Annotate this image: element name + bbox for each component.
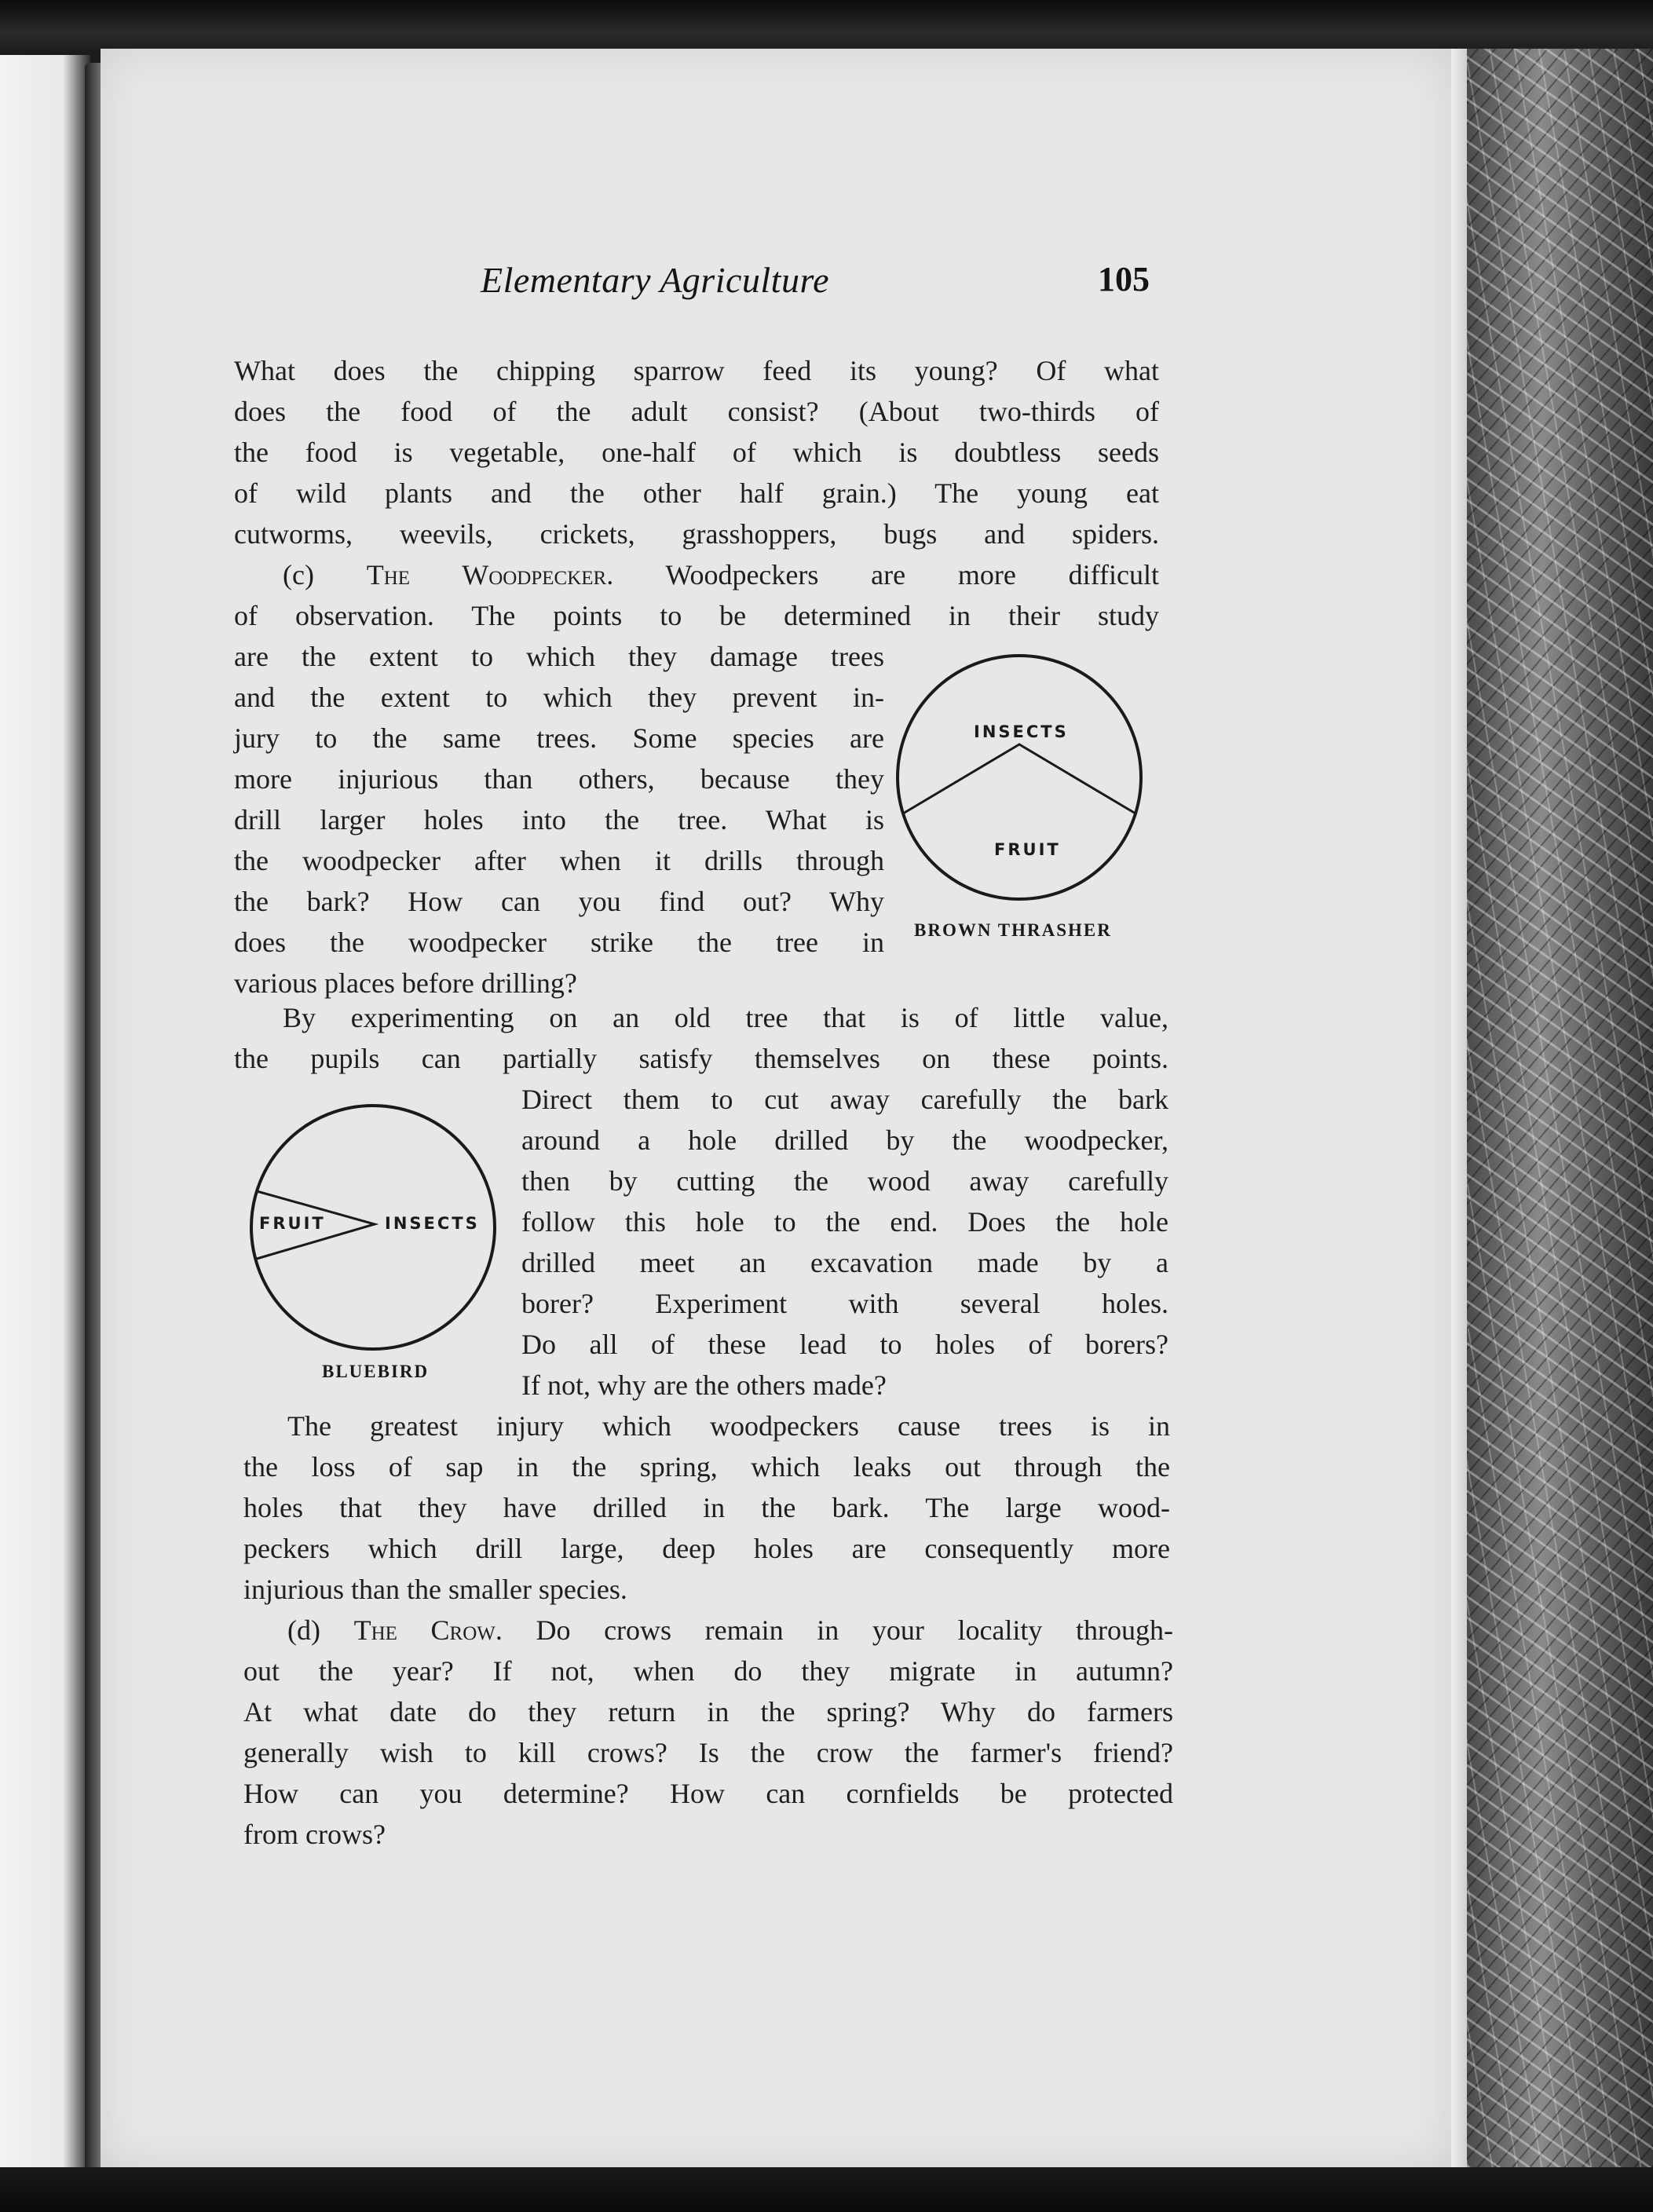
paragraph-woodpecker-intro xyxy=(234,554,1159,636)
bluebird-caption: BLUEBIRD xyxy=(322,1362,430,1381)
text-line: the pupils can partially satisfy themselves on these points. xyxy=(234,1043,1168,1074)
marbled-cover xyxy=(1467,49,1653,2167)
text-line: out the year? If not, when do they migrate in autumn? xyxy=(243,1655,1173,1687)
paragraph-woodpecker-wrap xyxy=(234,636,884,1004)
text-line: of wild plants and the other half grain.) The young eat xyxy=(234,477,1159,509)
text-line: of observation. The points to be determined in their study xyxy=(234,600,1159,631)
text-line: What does the chipping sparrow feed its young? Of what xyxy=(234,355,1159,386)
page-fore-edge xyxy=(1451,49,1467,2167)
text-run: Do crows remain in your locality through- xyxy=(502,1614,1173,1646)
scan-top-edge xyxy=(0,0,1653,55)
thrasher-insects-label: INSECTS xyxy=(974,722,1069,741)
paragraph-crow xyxy=(243,1610,1173,1855)
text-line: are the extent to which they damage trees xyxy=(234,641,884,672)
text-line: various places before drilling? xyxy=(234,967,577,999)
text-line: holes that they have drilled in the bark. The large wood- xyxy=(243,1492,1170,1523)
woodpecker-heading-line xyxy=(234,554,1159,595)
text-line: does the woodpecker strike the tree in xyxy=(234,927,884,958)
text-line: more injurious than others, because they xyxy=(234,763,884,795)
text-line: borer? Experiment with several holes. xyxy=(521,1288,1168,1319)
text-line: The greatest injury which woodpeckers cause trees is in xyxy=(287,1410,1170,1442)
text-line: jury to the same trees. Some species are xyxy=(234,722,884,754)
facing-page-edge xyxy=(0,55,90,2212)
text-line: How can you determine? How can cornfields be protected xyxy=(243,1778,1173,1809)
text-line: then by cutting the wood away carefully xyxy=(521,1165,1168,1197)
text-line: At what date do they return in the spring? Why do farmers xyxy=(243,1696,1173,1728)
text-line: the woodpecker after when it drills through xyxy=(234,845,884,876)
text-line: cutworms, weevils, crickets, grasshoppers, bugs and spiders. xyxy=(234,518,1159,550)
scan-bottom-edge xyxy=(0,2167,1653,2212)
paragraph-experimenting-wrap xyxy=(521,1079,1168,1406)
paragraph-experimenting xyxy=(234,997,1168,1079)
page-number: 105 xyxy=(1098,260,1150,298)
running-header-title: Elementary Agriculture xyxy=(481,260,830,300)
text-line: follow this hole to the end. Does the hole xyxy=(521,1206,1168,1238)
text-line: By experimenting on an old tree that is of little value, xyxy=(283,1002,1168,1033)
section-heading-crow: The Crow. xyxy=(353,1614,503,1646)
text-line: drill larger holes into the tree. What is xyxy=(234,804,884,835)
paragraph-greatest-injury xyxy=(243,1406,1170,1610)
text-line: and the extent to which they prevent in- xyxy=(234,682,884,713)
text-line: the bark? How can you find out? Why xyxy=(234,886,884,917)
text-line: drilled meet an excavation made by a xyxy=(521,1247,1168,1278)
text-line: from crows? xyxy=(243,1819,386,1850)
brown-thrasher-diet-diagram xyxy=(886,644,1153,911)
text-line: Do all of these lead to holes of borers? xyxy=(521,1329,1168,1360)
text-run: Woodpeckers are more difficult xyxy=(613,559,1159,590)
crow-heading-line xyxy=(243,1610,1173,1651)
bluebird-fruit-label: FRUIT xyxy=(259,1214,326,1233)
text-line: peckers which drill large, deep holes are consequently more xyxy=(243,1533,1170,1564)
section-marker: (d) xyxy=(287,1614,354,1646)
section-marker: (c) xyxy=(283,559,367,590)
section-heading-woodpecker: The Woodpecker. xyxy=(366,559,614,590)
thrasher-fruit-label: FRUIT xyxy=(994,840,1061,859)
text-line: injurious than the smaller species. xyxy=(243,1574,627,1605)
text-line: Direct them to cut away carefully the bark xyxy=(521,1084,1168,1115)
diagram-circle xyxy=(898,656,1141,899)
paragraph-chipping-sparrow xyxy=(234,350,1159,554)
text-line: generally wish to kill crows? Is the crow the farmer's friend? xyxy=(243,1737,1173,1768)
text-line: the loss of sap in the spring, which leaks out through the xyxy=(243,1451,1170,1483)
text-line: does the food of the adult consist? (About two-thirds of xyxy=(234,396,1159,427)
text-line: If not, why are the others made? xyxy=(521,1369,887,1401)
bluebird-insects-label: INSECTS xyxy=(385,1214,480,1233)
brown-thrasher-caption: BROWN THRASHER xyxy=(914,920,1112,940)
fruit-sector-lines xyxy=(903,744,1136,814)
text-line: the food is vegetable, one-half of which is doubtless seeds xyxy=(234,437,1159,468)
text-line: around a hole drilled by the woodpecker, xyxy=(521,1124,1168,1156)
